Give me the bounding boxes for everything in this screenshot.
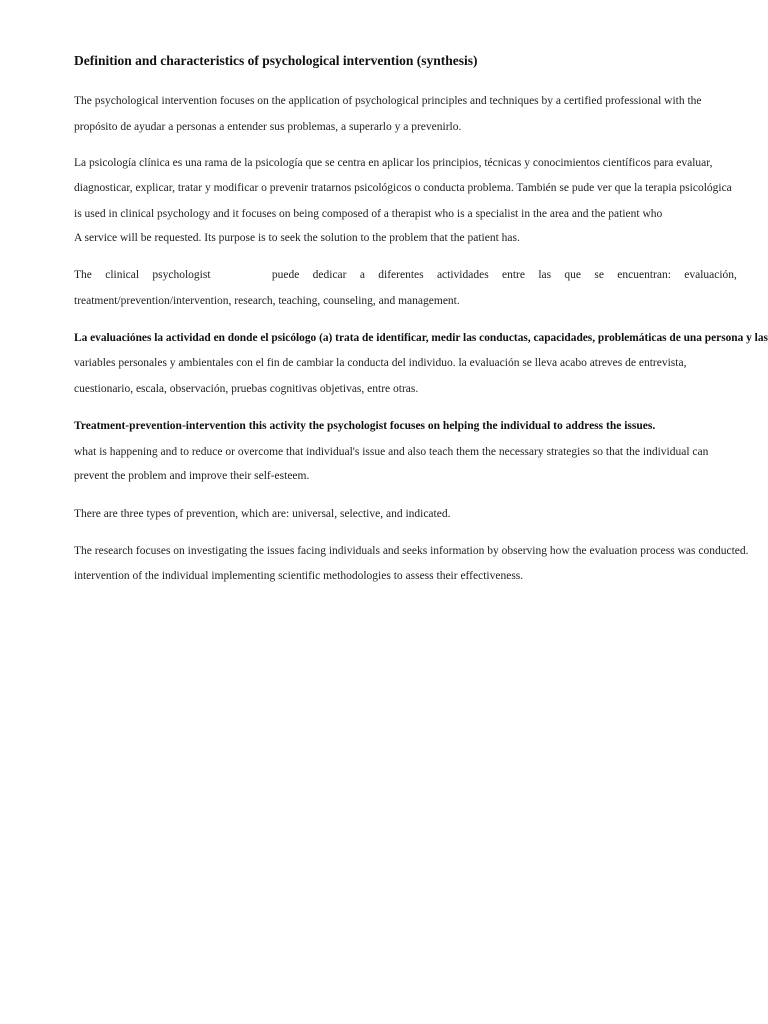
paragraph-3-word: actividades (436, 269, 489, 281)
document-title: Definition and characteristics of psychological intervention (synthesis) (74, 53, 478, 68)
paragraph-3-word: clinical (105, 269, 140, 281)
paragraph-1-line-1: The psychological intervention focuses on the application of psychological principles and techniques by a certified professional with the (74, 95, 702, 107)
paragraph-3-word: a (359, 269, 365, 281)
paragraph-3-line-2: treatment/prevention/intervention, research, teaching, counseling, and management. (74, 295, 460, 307)
paragraph-3-word: encuentran: (617, 269, 671, 281)
paragraph-3-word: The (74, 269, 92, 281)
paragraph-2-line-2: diagnosticar, explicar, tratar y modificar o prevenir tratarnos psicológicos o conducta problema. También se pude ver que la terapia psicológica (74, 182, 732, 194)
paragraph-3-word: psychologist (152, 269, 211, 281)
paragraph-2-line-1: La psicología clínica es una rama de la psicología que se centra en aplicar los principios, técnicas y conocimientos científicos para evaluar, (74, 157, 713, 169)
paragraph-5-line-3: prevent the problem and improve their self-esteem. (74, 470, 310, 482)
paragraph-2-line-3: is used in clinical psychology and it focuses on being composed of a therapist who is a specialist in the area and the patient who (74, 208, 663, 220)
paragraph-3-line-1 (74, 270, 737, 282)
paragraph-2-line-4: A service will be requested. Its purpose is to seek the solution to the problem that the patient has. (74, 232, 520, 244)
paragraph-3-word: dedicar (312, 269, 347, 281)
paragraph-4-line-1: La evaluaciónes la actividad en donde el psicólogo (a) trata de identificar, medir las conductas, capacidades, problemáticas de una persona y las (74, 332, 768, 344)
paragraph-3-word: que (564, 269, 582, 281)
paragraph-5-line-2: what is happening and to reduce or overcome that individual's issue and also teach them the necessary strategies so that the individual can (74, 446, 709, 458)
paragraph-6-line-1: There are three types of prevention, which are: universal, selective, and indicated. (74, 508, 451, 520)
paragraph-1-line-2: propósito de ayudar a personas a entender sus problemas, a superarlo y a prevenirlo. (74, 121, 462, 133)
paragraph-7-line-1: The research focuses on investigating the issues facing individuals and seeks information by observing how the evaluation process was conducted. (74, 545, 749, 557)
paragraph-3-word: se (594, 269, 604, 281)
paragraph-5-line-1: Treatment-prevention-intervention this activity the psychologist focuses on helping the individual to address the issues. (74, 420, 656, 432)
paragraph-3-word: las (538, 269, 552, 281)
paragraph-3-word: diferentes (378, 269, 424, 281)
paragraph-4-line-2: variables personales y ambientales con el fin de cambiar la conducta del individuo. la evaluación se lleva acabo atreves de entrevista, (74, 357, 687, 369)
paragraph-3-word: puede (271, 269, 300, 281)
paragraph-4-line-3: cuestionario, escala, observación, pruebas cognitivas objetivas, entre otras. (74, 383, 419, 395)
paragraph-7-line-2: intervention of the individual implementing scientific methodologies to assess their effectiveness. (74, 570, 524, 582)
paragraph-3-word: entre (502, 269, 525, 281)
paragraph-3-word: evaluación, (684, 269, 737, 281)
